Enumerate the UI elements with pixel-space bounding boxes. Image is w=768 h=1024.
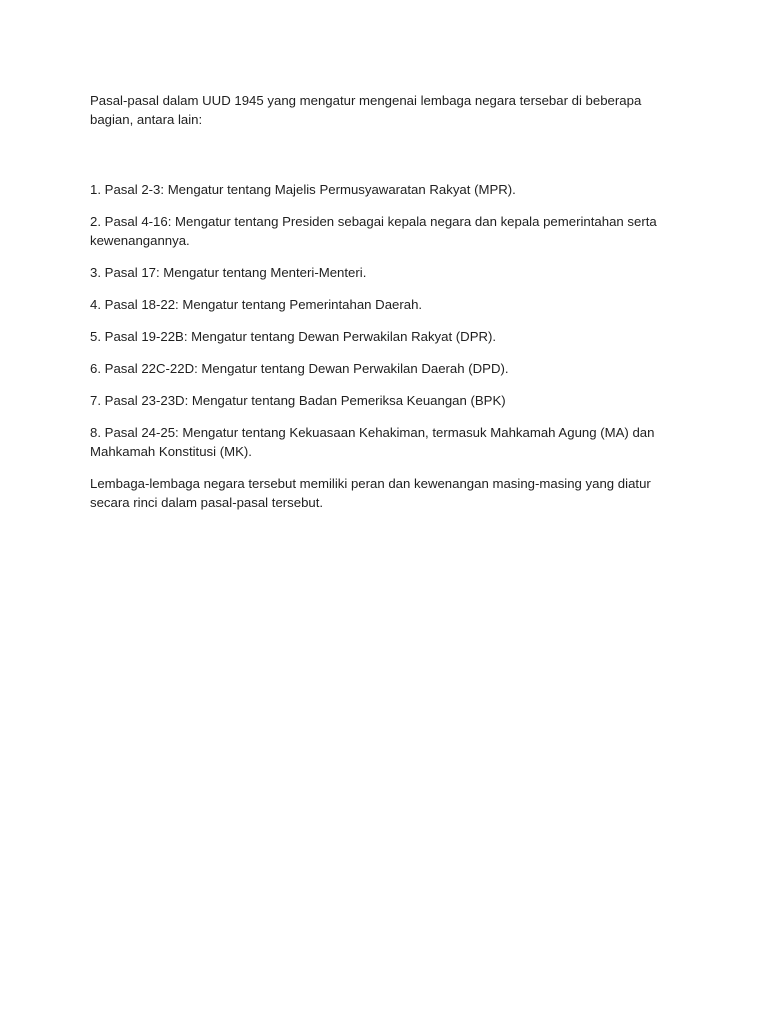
document-page	[90, 91, 686, 525]
list-item: 6. Pasal 22C-22D: Mengatur tentang Dewan Perwakilan Daerah (DPD).	[90, 361, 509, 376]
list-item: 7. Pasal 23-23D: Mengatur tentang Badan Pemeriksa Keuangan (BPK)	[90, 393, 506, 408]
list-item: 3. Pasal 17: Mengatur tentang Menteri-Menteri.	[90, 265, 367, 280]
list-item: 5. Pasal 19-22B: Mengatur tentang Dewan Perwakilan Rakyat (DPR).	[90, 329, 497, 344]
list-item: 4. Pasal 18-22: Mengatur tentang Pemerintahan Daerah.	[90, 297, 423, 312]
conclusion-paragraph: Lembaga-lembaga negara tersebut memiliki peran dan kewenangan masing-masing yang diatur secara rinci dalam pasal-pasal tersebut.	[90, 476, 651, 510]
list-item: 1. Pasal 2-3: Mengatur tentang Majelis Permusyawaratan Rakyat (MPR).	[90, 182, 516, 197]
article-list	[90, 180, 686, 461]
list-item: 2. Pasal 4-16: Mengatur tentang Presiden sebagai kepala negara dan kepala pemerintahan serta kewenangannya.	[90, 214, 657, 248]
list-item: 8. Pasal 24-25: Mengatur tentang Kekuasaan Kehakiman, termasuk Mahkamah Agung (MA) dan Mahkamah Konstitusi (MK).	[90, 425, 655, 459]
intro-paragraph: Pasal-pasal dalam UUD 1945 yang mengatur mengenai lembaga negara tersebar di beberapa bagian, antara lain:	[90, 93, 642, 127]
